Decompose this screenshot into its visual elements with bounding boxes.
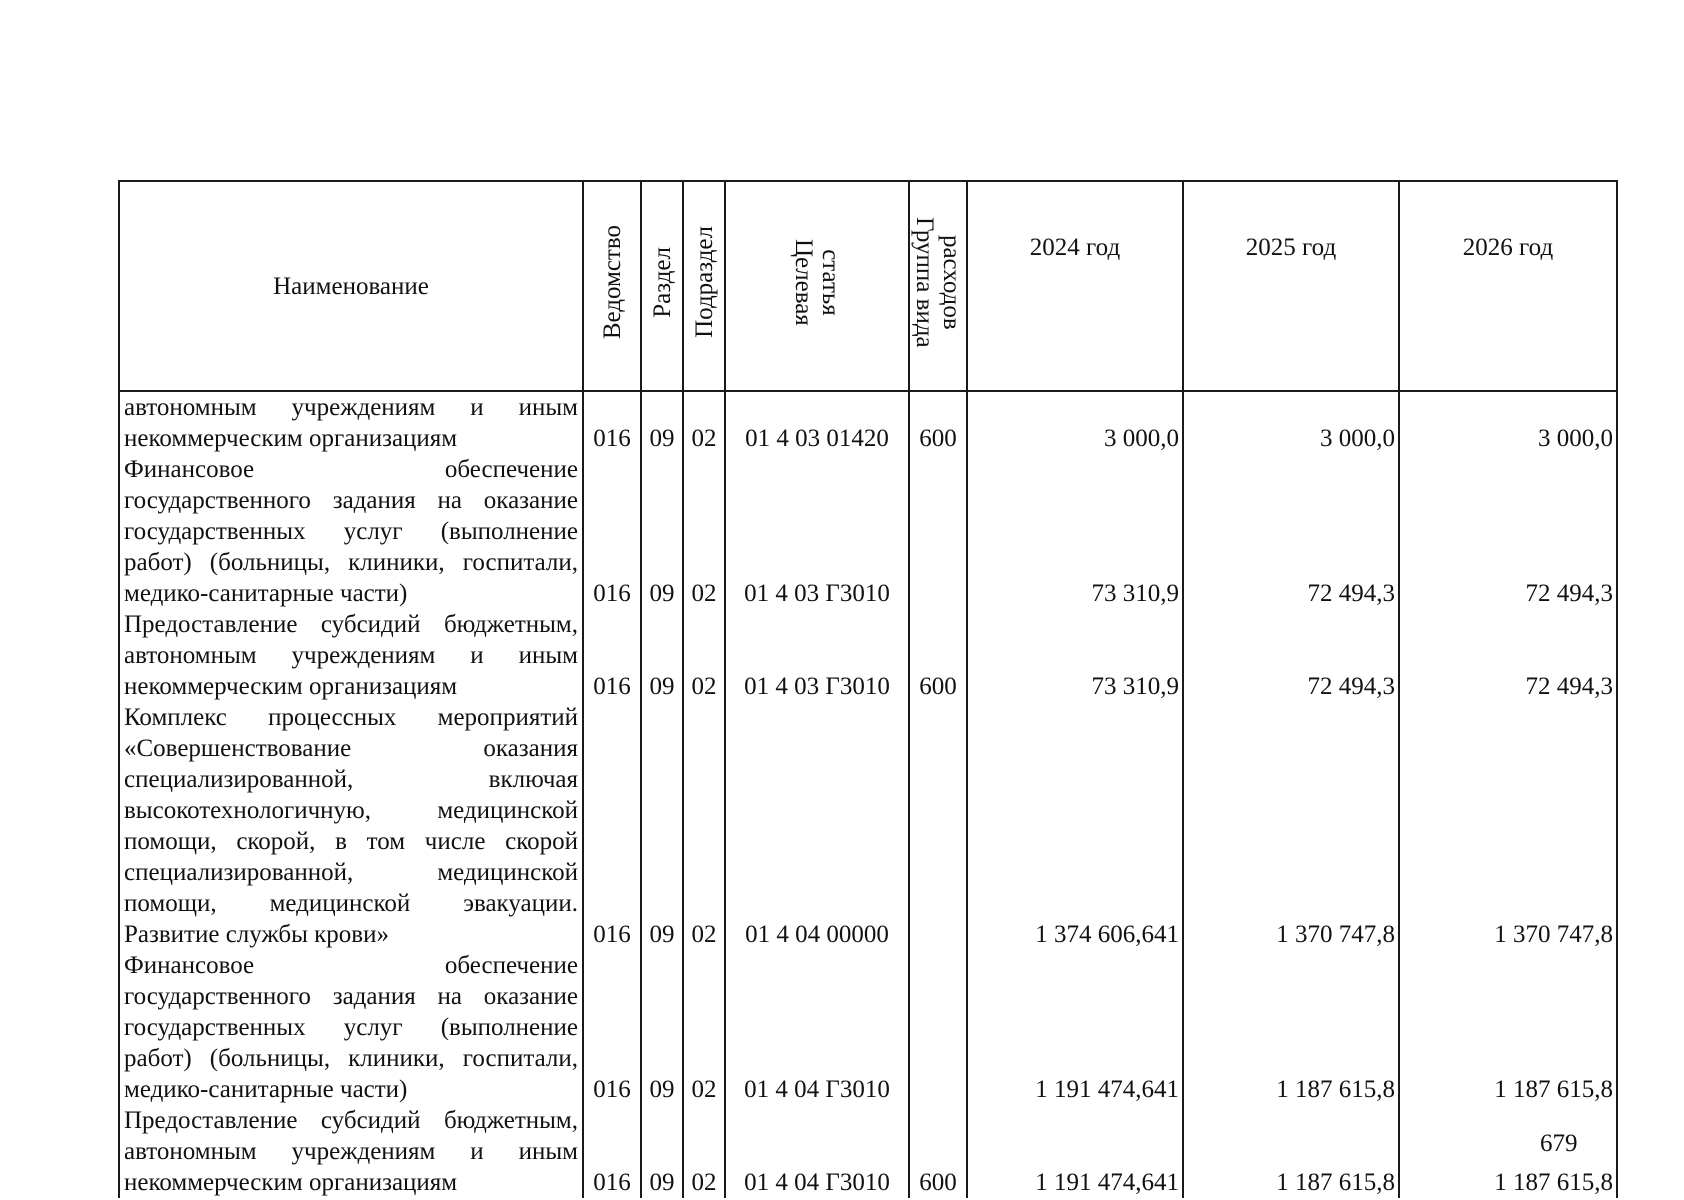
cell-podrazdel: 02 (683, 609, 725, 702)
header-podrazdel: Подраздел (683, 181, 725, 391)
cell-name: Финансовое обеспечение государственного задания на оказание государственных услуг (выполнение работ) (больницы, клиники, госпитали, медико-санитарные части) (119, 950, 583, 1105)
cell-podrazdel: 02 (683, 702, 725, 950)
cell-2024: 73 310,9 (967, 609, 1183, 702)
cell-celevaya: 01 4 04 Г3010 (725, 950, 909, 1105)
cell-2025: 72 494,3 (1183, 609, 1399, 702)
table-row (119, 391, 1617, 454)
cell-ved: 016 (583, 454, 641, 609)
table-row (119, 609, 1617, 702)
cell-gruppa (909, 454, 967, 609)
cell-2025: 3 000,0 (1183, 391, 1399, 454)
header-2024: 2024 год (967, 181, 1183, 391)
table-row (119, 1105, 1617, 1198)
cell-ved: 016 (583, 950, 641, 1105)
cell-celevaya: 01 4 04 00000 (725, 702, 909, 950)
cell-2024: 1 191 474,641 (967, 950, 1183, 1105)
cell-celevaya: 01 4 03 01420 (725, 391, 909, 454)
cell-2024: 1 191 474,641 (967, 1105, 1183, 1198)
cell-2026: 1 187 615,8 (1399, 950, 1617, 1105)
cell-celevaya: 01 4 04 Г3010 (725, 1105, 909, 1198)
cell-2025: 1 187 615,8 (1183, 950, 1399, 1105)
cell-podrazdel: 02 (683, 454, 725, 609)
cell-razdel: 09 (641, 702, 683, 950)
cell-2026: 3 000,0 (1399, 391, 1617, 454)
cell-2026: 1 187 615,8 (1399, 1105, 1617, 1198)
cell-gruppa (909, 950, 967, 1105)
table-row (119, 454, 1617, 609)
cell-razdel: 09 (641, 1105, 683, 1198)
cell-podrazdel: 02 (683, 391, 725, 454)
cell-ved: 016 (583, 702, 641, 950)
cell-2026: 72 494,3 (1399, 454, 1617, 609)
header-celevaya (725, 181, 909, 391)
cell-2026: 72 494,3 (1399, 609, 1617, 702)
cell-gruppa: 600 (909, 1105, 967, 1198)
header-2026: 2026 год (1399, 181, 1617, 391)
cell-gruppa (909, 702, 967, 950)
cell-name: Комплекс процессных мероприятий «Совершенствование оказания специализированной, включая высокотехнологичную, медицинской помощи, скорой, в том числе скорой специализированной, медицинской помощи, медицинской эвакуации. Развитие службы крови» (119, 702, 583, 950)
cell-razdel: 09 (641, 609, 683, 702)
page-number: 679 (1540, 1130, 1578, 1157)
table-row (119, 950, 1617, 1105)
cell-podrazdel: 02 (683, 1105, 725, 1198)
cell-2025: 1 370 747,8 (1183, 702, 1399, 950)
table-body (119, 391, 1617, 1198)
header-gruppa-line1: Группа вида (911, 216, 938, 348)
header-celevaya-line2: статья (817, 248, 844, 316)
cell-2024: 3 000,0 (967, 391, 1183, 454)
header-celevaya-line1: Целевая (790, 238, 817, 326)
cell-ved: 016 (583, 609, 641, 702)
header-razdel: Раздел (641, 181, 683, 391)
cell-celevaya: 01 4 03 Г3010 (725, 454, 909, 609)
cell-gruppa: 600 (909, 391, 967, 454)
cell-podrazdel: 02 (683, 950, 725, 1105)
cell-razdel: 09 (641, 391, 683, 454)
cell-name: Предоставление субсидий бюджетным, автономным учреждениям и иным некоммерческим организациям (119, 1105, 583, 1198)
cell-2024: 73 310,9 (967, 454, 1183, 609)
header-2025: 2025 год (1183, 181, 1399, 391)
header-name: Наименование (119, 181, 583, 391)
budget-table (118, 180, 1618, 1198)
cell-razdel: 09 (641, 950, 683, 1105)
cell-celevaya: 01 4 03 Г3010 (725, 609, 909, 702)
header-gruppa (909, 181, 967, 391)
cell-name: автономным учреждениям и иным некоммерческим организациям (119, 391, 583, 454)
cell-2025: 72 494,3 (1183, 454, 1399, 609)
header-gruppa-line2: расходов (938, 234, 965, 330)
cell-razdel: 09 (641, 454, 683, 609)
cell-2026: 1 370 747,8 (1399, 702, 1617, 950)
cell-2025: 1 187 615,8 (1183, 1105, 1399, 1198)
cell-2024: 1 374 606,641 (967, 702, 1183, 950)
cell-name: Финансовое обеспечение государственного задания на оказание государственных услуг (выполнение работ) (больницы, клиники, госпитали, медико-санитарные части) (119, 454, 583, 609)
cell-ved: 016 (583, 1105, 641, 1198)
cell-name: Предоставление субсидий бюджетным, автономным учреждениям и иным некоммерческим организациям (119, 609, 583, 702)
cell-gruppa: 600 (909, 609, 967, 702)
cell-ved: 016 (583, 391, 641, 454)
table-row (119, 702, 1617, 950)
table-header (119, 181, 1617, 391)
header-ved: Ведомство (583, 181, 641, 391)
